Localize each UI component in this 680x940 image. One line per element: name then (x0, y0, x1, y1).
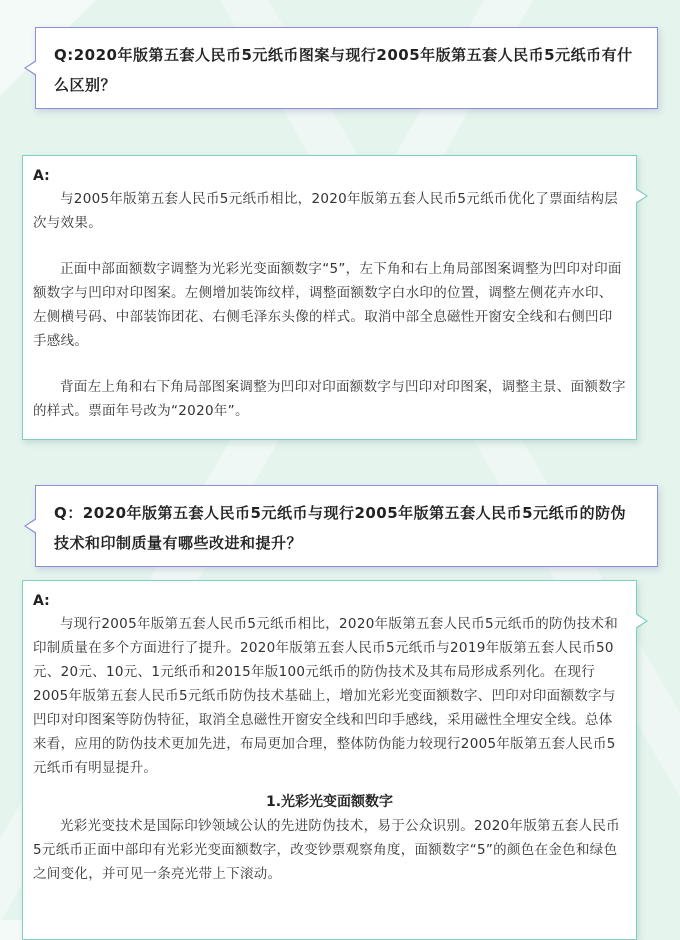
question-box-1 (35, 27, 658, 109)
answer-1-label: A: (33, 168, 50, 184)
question-2-text: Q：2020年版第五套人民币5元纸币与现行2005年版第五套人民币5元纸币的防伪技术和印制质量有哪些改进和提升？ (54, 504, 627, 552)
answer-box-2 (22, 580, 637, 940)
answer-2-subheading: 1.光彩光变面额数字 (265, 794, 394, 810)
answer-2-paragraph: 与现行2005年版第五套人民币5元纸币相比，2020年版第五套人民币5元纸币的防伪技术和印制质量在多个方面进行了提升。2020年版第五套人民币5元纸币与2019年版第五套人民币50元、20元、10元、1元纸币和2015年版100元纸币的防伪技术及其布局形成系列化。在现行2005年版第五套人民币5元纸币防伪技术基础上，增加光彩光变面额数字、凹印对印面额数字与凹印对印图案等防伪特征，取消全息磁性开窗安全线和凹印手感线，采用磁性全埋安全线。总体来看，应用的防伪技术更加先进，布局更加合理，整体防伪能力较现行2005年版第五套人民币5元纸币有明显提升。 (33, 616, 619, 776)
question-box-2 (35, 485, 658, 567)
question-1-text: Q:2020年版第五套人民币5元纸币图案与现行2005年版第五套人民币5元纸币有什么区别？ (54, 46, 633, 94)
answer-1-paragraph: 正面中部面额数字调整为光彩光变面额数字“5”，左下角和右上角局部图案调整为凹印对印面额数字与凹印对印图案。左侧增加装饰纹样，调整面额数字白水印的位置，调整左侧花卉水印、左侧横号码、中部装饰团花、右侧毛泽东头像的样式。取消中部全息磁性开窗安全线和右侧凹印手感线。 (33, 261, 622, 349)
answer-box-1 (22, 155, 637, 440)
answer-1-paragraph: 背面左上角和右下角局部图案调整为凹印对印面额数字与凹印对印图案，调整主景、面额数字的样式。票面年号改为“2020年”。 (33, 379, 626, 419)
answer-2-sub-paragraph: 光彩光变技术是国际印钞领域公认的先进防伪技术，易于公众识别。2020年版第五套人民币5元纸币正面中部印有光彩光变面额数字，改变钞票观察角度，面额数字“5”的颜色在金色和绿色之间变化，并可见一条亮光带上下滚动。 (33, 818, 620, 882)
answer-2-label: A: (33, 593, 50, 609)
answer-1-paragraph: 与2005年版第五套人民币5元纸币相比，2020年版第五套人民币5元纸币优化了票面结构层次与效果。 (33, 191, 619, 231)
